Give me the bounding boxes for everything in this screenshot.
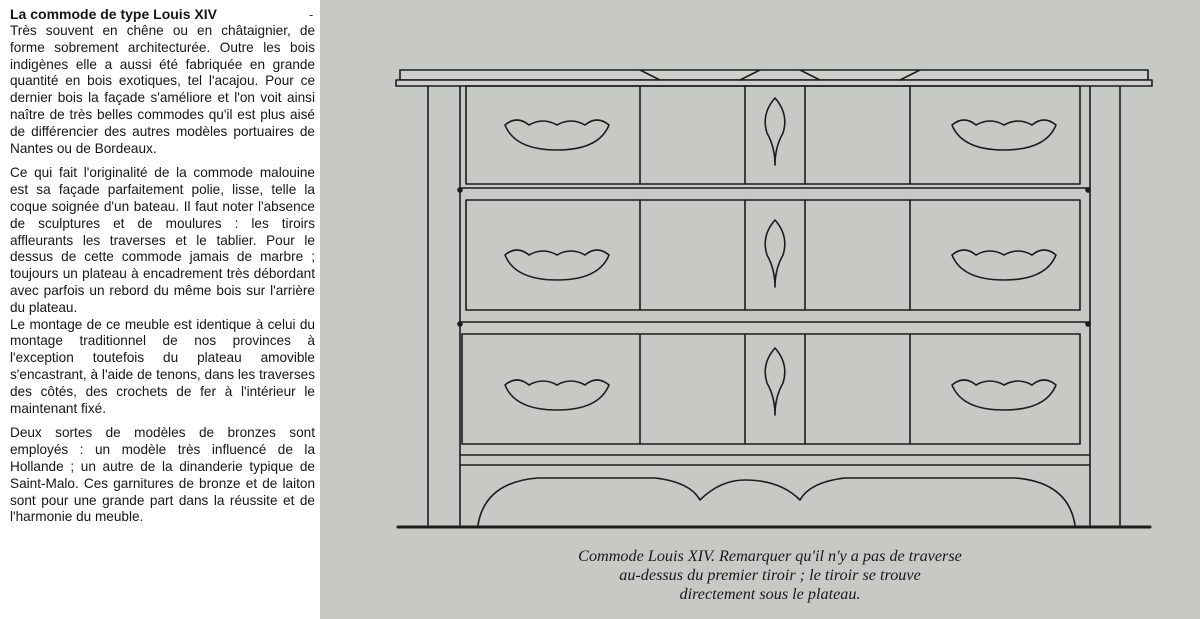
drawer-3 (462, 334, 1080, 444)
keyhole-escutcheons (765, 98, 785, 415)
figure-panel (320, 0, 1200, 619)
paragraph-4: Deux sortes de modèles de bronzes sont employés : un modèle très influencé de la Hollande ; un autre de la dinanderie typique de Saint-Malo. Ces garnitures de bronze et de laiton sont pour une grande part dans la réussite et de l'harmonie du meuble. (10, 425, 315, 525)
figure-caption (490, 547, 1050, 604)
paragraph-2: Ce qui fait l'originalité de la commode malouine est sa façade parfaitement polie, lisse, telle la coque soignée d'un bateau. Il faut noter l'absence de sculptures et de moulures : les tiroirs affleurants les traverses et le tablier. Pour le dessus de cette commode jamais de marbre ; toujours un plateau à encadrement très débordant avec parfois un rebord du même bois sur l'arrière du plateau. (10, 165, 315, 315)
caption-line-2: au-dessus du premier tiroir ; le tiroir se trouve (619, 566, 921, 584)
paragraph-3: Le montage de ce meuble est identique à celui du montage traditionnel de nos provinces à l'exception toutefois du plateau amovible s'encastrant, à l'aide de tenons, dans les traverses des côtés, des crochets de fer à l'intérieur le maintenant fixé. (10, 316, 315, 416)
drawer-handles (505, 120, 1056, 410)
text-column (0, 0, 320, 619)
commode-drawing (320, 0, 1200, 619)
paragraph-1: Très souvent en chêne ou en châtaignier, de forme sobrement architecturée. Outre les bois indigènes elle a aussi été fabriquée en grande quantité en bois exotiques, tel l'acajou. Pour ce dernier bois la façade s'améliore et l'on voit ainsi naître de très belles commodes qu'il est plus aisé de différencier des autres modèles portuaires de Nantes ou de Bordeaux. (10, 23, 315, 156)
commode-top (396, 70, 1152, 86)
apron (478, 478, 1075, 525)
margin-dash: - (309, 7, 314, 22)
article-heading: La commode de type Louis XIV (10, 6, 217, 22)
caption-line-3: directement sous le plateau. (679, 585, 861, 603)
article-body (10, 6, 315, 534)
caption-line-1: Commode Louis XIV. Remarquer qu'il n'y a pas de traverse (578, 547, 962, 565)
